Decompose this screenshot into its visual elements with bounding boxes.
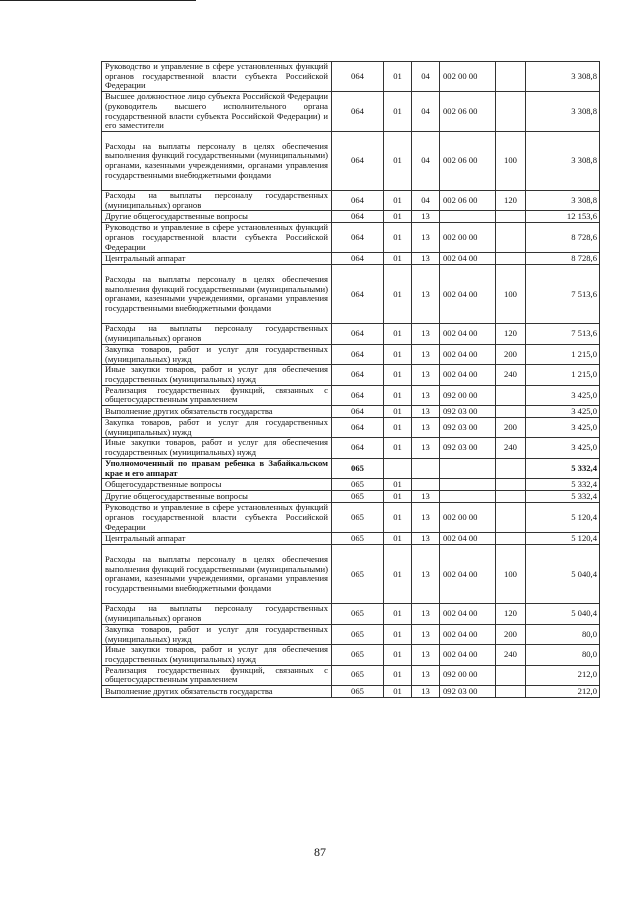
- subsection-code: 04: [412, 62, 440, 92]
- admin-code: 064: [332, 131, 384, 190]
- target-code: 002 06 00: [440, 190, 496, 210]
- row-sum: 8 728,6: [526, 253, 600, 265]
- row-name: Расходы на выплаты персоналу в целях обеспечения выполнения функций государственными (муниципальными) органами, казенными учреждениями, органами управления государственными внебюджетными фондами: [102, 545, 332, 604]
- table-row: [102, 365, 600, 385]
- row-sum: 5 332,4: [526, 491, 600, 503]
- expense-type: [496, 253, 526, 265]
- row-sum: 1 215,0: [526, 344, 600, 364]
- subsection-code: 13: [412, 503, 440, 533]
- section-code: 01: [384, 385, 412, 405]
- expense-type: [496, 458, 526, 478]
- table-row: [102, 604, 600, 624]
- row-name: Центральный аппарат: [102, 533, 332, 545]
- section-code: 01: [384, 253, 412, 265]
- row-name: Иные закупки товаров, работ и услуг для обеспечения государственных (муниципальных) нужд: [102, 438, 332, 458]
- section-code: 01: [384, 223, 412, 253]
- admin-code: 064: [332, 418, 384, 438]
- table-row: [102, 265, 600, 324]
- target-code: 002 04 00: [440, 645, 496, 665]
- top-rule: [0, 0, 196, 1]
- expense-type: [496, 491, 526, 503]
- table-row: [102, 62, 600, 92]
- section-code: 01: [384, 624, 412, 644]
- row-sum: 5 120,4: [526, 533, 600, 545]
- subsection-code: 13: [412, 265, 440, 324]
- row-sum: 8 728,6: [526, 223, 600, 253]
- subsection-code: 13: [412, 365, 440, 385]
- target-code: [440, 458, 496, 478]
- section-code: 01: [384, 324, 412, 344]
- expense-type: 100: [496, 265, 526, 324]
- section-code: 01: [384, 533, 412, 545]
- admin-code: 065: [332, 665, 384, 685]
- row-name: Другие общегосударственные вопросы: [102, 491, 332, 503]
- expense-type: 240: [496, 438, 526, 458]
- subsection-code: 13: [412, 491, 440, 503]
- subsection-code: 13: [412, 418, 440, 438]
- table-row: [102, 406, 600, 418]
- expense-type: 100: [496, 131, 526, 190]
- target-code: 002 06 00: [440, 131, 496, 190]
- expense-type: [496, 92, 526, 132]
- row-sum: 3 308,8: [526, 131, 600, 190]
- target-code: 002 04 00: [440, 344, 496, 364]
- expense-type: 120: [496, 190, 526, 210]
- section-code: 01: [384, 604, 412, 624]
- table-row: [102, 491, 600, 503]
- expense-type: [496, 62, 526, 92]
- admin-code: 065: [332, 479, 384, 491]
- expense-type: 200: [496, 624, 526, 644]
- row-sum: 212,0: [526, 686, 600, 698]
- row-sum: 5 120,4: [526, 503, 600, 533]
- expense-type: 240: [496, 365, 526, 385]
- subsection-code: 13: [412, 253, 440, 265]
- row-name: Иные закупки товаров, работ и услуг для обеспечения государственных (муниципальных) нужд: [102, 645, 332, 665]
- expense-type: 120: [496, 324, 526, 344]
- table-row: [102, 438, 600, 458]
- admin-code: 064: [332, 385, 384, 405]
- target-code: 002 00 00: [440, 62, 496, 92]
- target-code: 002 04 00: [440, 365, 496, 385]
- row-sum: 80,0: [526, 645, 600, 665]
- row-name: Расходы на выплаты персоналу государственных (муниципальных) органов: [102, 604, 332, 624]
- admin-code: 064: [332, 223, 384, 253]
- subsection-code: 13: [412, 545, 440, 604]
- table-row: [102, 211, 600, 223]
- admin-code: 064: [332, 324, 384, 344]
- row-name: Закупка товаров, работ и услуг для государственных (муниципальных) нужд: [102, 418, 332, 438]
- admin-code: 065: [332, 686, 384, 698]
- expense-type: [496, 503, 526, 533]
- row-sum: 7 513,6: [526, 265, 600, 324]
- row-sum: 212,0: [526, 665, 600, 685]
- subsection-code: 13: [412, 604, 440, 624]
- table-row: [102, 665, 600, 685]
- row-name: Расходы на выплаты персоналу в целях обеспечения выполнения функций государственными (муниципальными) органами, казенными учреждениями, органами управления государственными внебюджетными фондами: [102, 131, 332, 190]
- table-row: [102, 686, 600, 698]
- row-name: Руководство и управление в сфере установленных функций органов государственной власти субъекта Российской Федерации: [102, 503, 332, 533]
- target-code: 002 04 00: [440, 265, 496, 324]
- admin-code: 064: [332, 92, 384, 132]
- target-code: 092 00 00: [440, 385, 496, 405]
- row-name: Реализация государственных функций, связанных с общегосударственным управлением: [102, 385, 332, 405]
- subsection-code: 04: [412, 190, 440, 210]
- admin-code: 065: [332, 545, 384, 604]
- table-row: [102, 223, 600, 253]
- table-body: [102, 62, 600, 698]
- target-code: 002 04 00: [440, 545, 496, 604]
- table-row: [102, 545, 600, 604]
- subsection-code: 13: [412, 406, 440, 418]
- section-code: 01: [384, 645, 412, 665]
- row-sum: 5 332,4: [526, 479, 600, 491]
- section-code: 01: [384, 211, 412, 223]
- budget-table: [101, 61, 600, 698]
- subsection-code: 13: [412, 211, 440, 223]
- section-code: 01: [384, 491, 412, 503]
- row-name: Расходы на выплаты персоналу в целях обеспечения выполнения функций государственными (муниципальными) органами, казенными учреждениями, органами управления государственными внебюджетными фондами: [102, 265, 332, 324]
- section-code: 01: [384, 344, 412, 364]
- section-code: 01: [384, 665, 412, 685]
- section-code: 01: [384, 406, 412, 418]
- section-code: 01: [384, 418, 412, 438]
- subsection-code: 04: [412, 92, 440, 132]
- row-name: Расходы на выплаты персоналу государственных (муниципальных) органов: [102, 324, 332, 344]
- row-sum: 3 425,0: [526, 406, 600, 418]
- row-name: Закупка товаров, работ и услуг для государственных (муниципальных) нужд: [102, 624, 332, 644]
- section-code: 01: [384, 438, 412, 458]
- row-sum: 3 425,0: [526, 385, 600, 405]
- section-code: 01: [384, 131, 412, 190]
- admin-code: 065: [332, 604, 384, 624]
- target-code: 002 04 00: [440, 604, 496, 624]
- row-name: Закупка товаров, работ и услуг для государственных (муниципальных) нужд: [102, 344, 332, 364]
- row-sum: 1 215,0: [526, 365, 600, 385]
- target-code: 002 00 00: [440, 503, 496, 533]
- table-row: [102, 385, 600, 405]
- row-sum: 5 040,4: [526, 604, 600, 624]
- target-code: 002 04 00: [440, 624, 496, 644]
- target-code: 092 03 00: [440, 418, 496, 438]
- row-sum: 80,0: [526, 624, 600, 644]
- target-code: 092 03 00: [440, 438, 496, 458]
- admin-code: 064: [332, 265, 384, 324]
- table-row: [102, 533, 600, 545]
- expense-type: 200: [496, 344, 526, 364]
- table-row: [102, 190, 600, 210]
- subsection-code: 13: [412, 533, 440, 545]
- expense-type: 120: [496, 604, 526, 624]
- admin-code: 065: [332, 533, 384, 545]
- subsection-code: 13: [412, 438, 440, 458]
- expense-type: [496, 223, 526, 253]
- row-name: Расходы на выплаты персоналу государственных (муниципальных) органов: [102, 190, 332, 210]
- row-sum: 12 153,6: [526, 211, 600, 223]
- row-sum: 5 040,4: [526, 545, 600, 604]
- admin-code: 064: [332, 190, 384, 210]
- target-code: 002 04 00: [440, 324, 496, 344]
- target-code: 002 04 00: [440, 533, 496, 545]
- admin-code: 065: [332, 491, 384, 503]
- expense-type: [496, 479, 526, 491]
- admin-code: 065: [332, 503, 384, 533]
- subsection-code: 13: [412, 624, 440, 644]
- admin-code: 065: [332, 458, 384, 478]
- section-code: 01: [384, 545, 412, 604]
- target-code: 092 00 00: [440, 665, 496, 685]
- row-sum: 3 308,8: [526, 62, 600, 92]
- admin-code: 064: [332, 406, 384, 418]
- expense-type: 240: [496, 645, 526, 665]
- expense-type: [496, 406, 526, 418]
- subsection-code: 13: [412, 645, 440, 665]
- table-row: [102, 479, 600, 491]
- section-code: 01: [384, 503, 412, 533]
- row-name: Реализация государственных функций, связанных с общегосударственным управлением: [102, 665, 332, 685]
- page-number: 87: [314, 845, 326, 859]
- subsection-code: 13: [412, 665, 440, 685]
- target-code: 002 00 00: [440, 223, 496, 253]
- row-name: Центральный аппарат: [102, 253, 332, 265]
- admin-code: 064: [332, 62, 384, 92]
- admin-code: 064: [332, 438, 384, 458]
- section-code: 01: [384, 265, 412, 324]
- section-code: 01: [384, 190, 412, 210]
- subsection-code: 13: [412, 223, 440, 253]
- target-code: 092 03 00: [440, 686, 496, 698]
- row-sum: 5 332,4: [526, 458, 600, 478]
- row-sum: 3 425,0: [526, 438, 600, 458]
- row-name: Уполномоченный по правам ребенка в Забайкальском крае и его аппарат: [102, 458, 332, 478]
- target-code: [440, 211, 496, 223]
- expense-type: [496, 533, 526, 545]
- section-code: 01: [384, 92, 412, 132]
- subsection-code: [412, 458, 440, 478]
- subsection-code: [412, 479, 440, 491]
- table-row: [102, 344, 600, 364]
- row-name: Иные закупки товаров, работ и услуг для обеспечения государственных (муниципальных) нужд: [102, 365, 332, 385]
- row-sum: 3 308,8: [526, 190, 600, 210]
- row-sum: 7 513,6: [526, 324, 600, 344]
- admin-code: 064: [332, 211, 384, 223]
- table-row: [102, 253, 600, 265]
- expense-type: [496, 211, 526, 223]
- row-name: Высшее должностное лицо субъекта Российской Федерации (руководитель высшего исполнительного органа государственной власти субъекта Российской Федерации) и его заместители: [102, 92, 332, 132]
- table-row: [102, 503, 600, 533]
- expense-type: 200: [496, 418, 526, 438]
- row-name: Руководство и управление в сфере установленных функций органов государственной власти субъекта Российской Федерации: [102, 62, 332, 92]
- expense-type: [496, 665, 526, 685]
- table-row: [102, 418, 600, 438]
- admin-code: 064: [332, 365, 384, 385]
- target-code: 092 03 00: [440, 406, 496, 418]
- admin-code: 064: [332, 344, 384, 364]
- section-code: 01: [384, 479, 412, 491]
- admin-code: 065: [332, 624, 384, 644]
- table-row: [102, 92, 600, 132]
- table-row: [102, 324, 600, 344]
- target-code: 002 06 00: [440, 92, 496, 132]
- row-sum: 3 425,0: [526, 418, 600, 438]
- expense-type: [496, 385, 526, 405]
- table-row: [102, 624, 600, 644]
- expense-type: 100: [496, 545, 526, 604]
- table-row: [102, 131, 600, 190]
- section-code: [384, 458, 412, 478]
- admin-code: 065: [332, 645, 384, 665]
- section-code: 01: [384, 365, 412, 385]
- target-code: 002 04 00: [440, 253, 496, 265]
- target-code: [440, 479, 496, 491]
- subsection-code: 04: [412, 131, 440, 190]
- table-row: [102, 458, 600, 478]
- target-code: [440, 491, 496, 503]
- admin-code: 064: [332, 253, 384, 265]
- row-name: Выполнение других обязательств государства: [102, 406, 332, 418]
- section-code: 01: [384, 62, 412, 92]
- row-name: Руководство и управление в сфере установленных функций органов государственной власти субъекта Российской Федерации: [102, 223, 332, 253]
- row-name: Выполнение других обязательств государства: [102, 686, 332, 698]
- subsection-code: 13: [412, 344, 440, 364]
- subsection-code: 13: [412, 385, 440, 405]
- subsection-code: 13: [412, 686, 440, 698]
- section-code: 01: [384, 686, 412, 698]
- table-row: [102, 645, 600, 665]
- row-sum: 3 308,8: [526, 92, 600, 132]
- subsection-code: 13: [412, 324, 440, 344]
- row-name: Другие общегосударственные вопросы: [102, 211, 332, 223]
- expense-type: [496, 686, 526, 698]
- row-name: Общегосударственные вопросы: [102, 479, 332, 491]
